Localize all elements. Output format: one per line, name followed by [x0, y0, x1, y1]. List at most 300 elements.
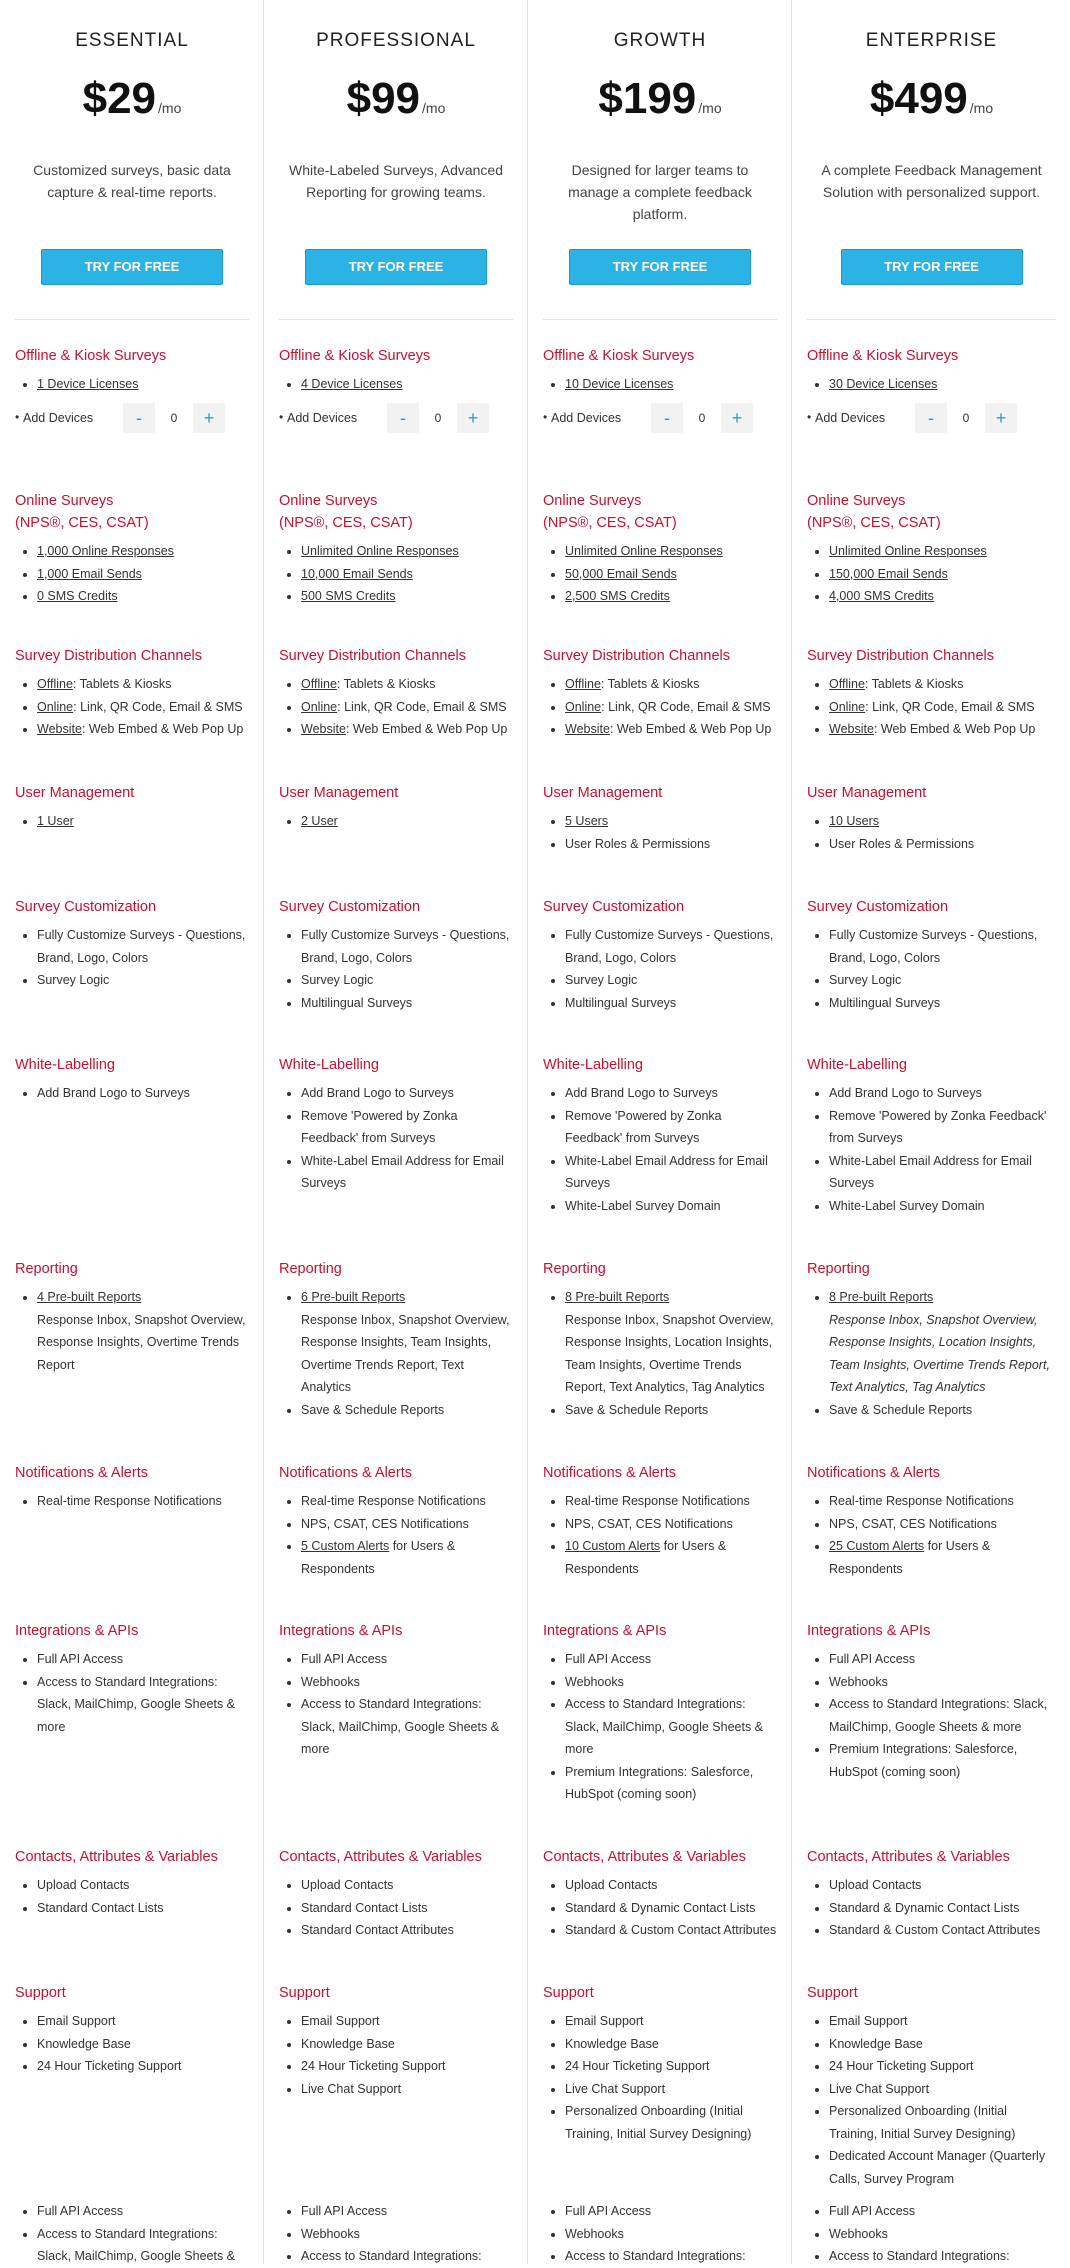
- feature-list: [807, 1648, 1056, 1783]
- feature-text: NPS, CSAT, CES Notifications: [829, 1516, 997, 1531]
- add-devices-stepper: [543, 402, 777, 434]
- online-surveys-title: Online Surveys (NPS®, CES, CSAT): [279, 493, 413, 531]
- feature-list: [15, 1874, 249, 1919]
- feature-text: Webhooks: [565, 2226, 624, 2241]
- device-count[interactable]: 0: [170, 410, 178, 425]
- list-item: [301, 1286, 513, 1399]
- feature-text: NPS, CSAT, CES Notifications: [301, 1516, 469, 1531]
- list-item: [829, 2010, 1056, 2033]
- support-section: [807, 1982, 1056, 2190]
- feature-list: [543, 1490, 777, 1580]
- white-labelling-section: [15, 1054, 249, 1105]
- device-licenses-link[interactable]: 1 Device Licenses: [37, 377, 139, 391]
- list-item: [829, 1399, 1056, 1422]
- channel-link[interactable]: Online: [565, 699, 602, 714]
- list-item: [829, 1286, 1056, 1399]
- device-count[interactable]: 0: [698, 410, 706, 425]
- feature-text: Webhooks: [829, 1674, 888, 1689]
- feature-text: Access to Standard Integrations:: [565, 2249, 746, 2263]
- list-item: [829, 673, 1056, 696]
- distribution-channels-title: Survey Distribution Channels: [15, 648, 202, 664]
- survey-customization-title: Survey Customization: [807, 899, 949, 915]
- list-item: [565, 1399, 777, 1422]
- feature-text: Standard & Custom Contact Attributes: [565, 1923, 777, 1937]
- channel-link[interactable]: Online: [37, 699, 74, 714]
- feature-text: Email Support: [565, 2014, 644, 2028]
- plan-description: A complete Feedback Management Solution with personalized support.: [821, 162, 1042, 200]
- white-labelling-title: White-Labelling: [15, 1057, 115, 1073]
- price-row: [543, 74, 777, 124]
- feature-list: [543, 373, 777, 396]
- feature-text: Knowledge Base: [37, 2036, 131, 2051]
- feature-list: [279, 2200, 513, 2268]
- add-devices-stepper: [807, 402, 1056, 434]
- channel-link[interactable]: Website: [565, 722, 610, 736]
- list-item: [829, 718, 1056, 741]
- feature-list: [279, 673, 513, 741]
- add-devices-label: • Add Devices: [807, 411, 915, 425]
- feature-list: [15, 373, 249, 396]
- feature-text: Remove 'Powered by Zonka Feedback' from Surveys: [829, 1108, 1047, 1145]
- feature-text: Real-time Response Notifications: [37, 1494, 222, 1508]
- decrement-button[interactable]: -: [387, 403, 419, 433]
- feature-detail: for Users & Respondents: [301, 1539, 456, 1576]
- feature-text: Add Brand Logo to Surveys: [301, 1086, 454, 1100]
- support-title: Support: [279, 1985, 330, 2001]
- feature-text[interactable]: 2,500 SMS Credits: [565, 589, 670, 603]
- feature-text: Knowledge Base: [301, 2036, 395, 2051]
- channel-link[interactable]: Offline: [301, 677, 337, 691]
- feature-list: [807, 810, 1056, 855]
- distribution-channels-section: [15, 645, 249, 741]
- feature-text: Full API Access: [565, 2204, 652, 2218]
- feature-text[interactable]: 4,000 SMS Credits: [829, 589, 934, 603]
- feature-text: Email Support: [37, 2014, 116, 2028]
- feature-list: [807, 2200, 1056, 2268]
- list-item: [37, 540, 249, 563]
- try-for-free-button[interactable]: TRY FOR FREE: [569, 249, 751, 285]
- channel-link[interactable]: Online: [829, 699, 866, 714]
- channel-detail: : Tablets & Kiosks: [864, 677, 964, 691]
- feature-text: Real-time Response Notifications: [829, 1494, 1014, 1508]
- list-item: [829, 696, 1056, 719]
- list-item: [829, 1897, 1056, 1920]
- user-management-title: User Management: [15, 785, 135, 801]
- list-item: [565, 2223, 777, 2246]
- list-item: [829, 585, 1056, 608]
- integrations-apis-section: [15, 1620, 249, 1738]
- feature-text: Multilingual Surveys: [829, 995, 941, 1010]
- distribution-channels-section: [279, 645, 513, 741]
- feature-text: Access to Standard Integrations: Slack, MailChimp, Google Sheets & more: [37, 1674, 236, 1734]
- list-item: [37, 924, 249, 969]
- reporting-title: Reporting: [279, 1261, 342, 1277]
- feature-text[interactable]: Unlimited Online Responses: [301, 544, 459, 558]
- list-item: [301, 2245, 513, 2268]
- list-item: [565, 1897, 777, 1920]
- feature-list: [543, 540, 777, 608]
- list-item: [301, 2078, 513, 2101]
- prebuilt-reports-link[interactable]: 8 Pre-built Reports: [829, 1290, 934, 1304]
- extra-section: [15, 2200, 249, 2268]
- list-item: [565, 540, 777, 563]
- feature-text: Personalized Onboarding (Initial Training, Initial Survey Designing): [829, 2104, 1016, 2141]
- list-item: [565, 2010, 777, 2033]
- online-surveys-title: Online Surveys (NPS®, CES, CSAT): [15, 493, 149, 531]
- feature-text: Live Chat Support: [301, 2081, 402, 2096]
- feature-list: [279, 1490, 513, 1580]
- white-labelling-section: [279, 1054, 513, 1195]
- feature-text: 24 Hour Ticketing Support: [37, 2059, 182, 2073]
- feature-list: [807, 673, 1056, 741]
- list-item: [565, 1919, 777, 1942]
- feature-text: Fully Customize Surveys - Questions, Brand, Logo, Colors: [37, 928, 246, 965]
- feature-text[interactable]: 1,000 Online Responses: [37, 544, 174, 558]
- list-item: [37, 718, 249, 741]
- divider: [15, 319, 249, 320]
- feature-text: Full API Access: [829, 2204, 916, 2218]
- feature-text: White-Label Email Address for Email Surveys: [829, 1153, 1032, 1190]
- feature-list: [807, 924, 1056, 1014]
- list-item: [37, 1286, 249, 1376]
- feature-text: Live Chat Support: [565, 2081, 666, 2096]
- feature-text[interactable]: 2 User: [301, 814, 338, 828]
- increment-button[interactable]: +: [457, 403, 489, 433]
- list-item: [301, 696, 513, 719]
- feature-text: Access to Standard Integrations: Slack, MailChimp, Google Sheets & more: [829, 1697, 1048, 1734]
- integrations-apis-section: [279, 1620, 513, 1761]
- try-for-free-button[interactable]: TRY FOR FREE: [41, 249, 223, 285]
- list-item: [301, 673, 513, 696]
- list-item: [37, 1082, 249, 1105]
- plan-column-essential: [0, 0, 264, 2264]
- list-item: [829, 2223, 1056, 2246]
- device-count[interactable]: 0: [434, 410, 442, 425]
- channel-detail: : Tablets & Kiosks: [72, 677, 172, 691]
- list-item: [565, 2200, 777, 2223]
- feature-list: [15, 540, 249, 608]
- device-licenses-link[interactable]: 4 Device Licenses: [301, 377, 403, 391]
- reporting-section: [807, 1258, 1056, 1421]
- list-item: [301, 2033, 513, 2056]
- list-item: [565, 563, 777, 586]
- plan-description: Designed for larger teams to manage a complete feedback platform.: [568, 162, 752, 222]
- feature-text[interactable]: 0 SMS Credits: [37, 589, 118, 603]
- try-for-free-button[interactable]: TRY FOR FREE: [305, 249, 487, 285]
- increment-button[interactable]: +: [193, 403, 225, 433]
- list-item: [565, 833, 777, 856]
- list-item: [565, 1150, 777, 1195]
- list-item: [301, 1535, 513, 1580]
- survey-customization-section: [279, 896, 513, 1014]
- feature-text: Full API Access: [301, 2204, 388, 2218]
- plan-price: $29: [82, 74, 157, 123]
- feature-list: [15, 1648, 249, 1738]
- list-item: [301, 1082, 513, 1105]
- channel-link[interactable]: Website: [37, 722, 82, 736]
- list-item: [565, 2078, 777, 2101]
- list-item: [37, 1874, 249, 1897]
- plan-column-growth: [528, 0, 792, 2264]
- channel-link[interactable]: Online: [301, 699, 338, 714]
- reporting-section: [15, 1258, 249, 1376]
- contacts-attributes-title: Contacts, Attributes & Variables: [279, 1849, 482, 1865]
- list-item: [565, 1513, 777, 1536]
- notifications-alerts-section: [543, 1462, 777, 1580]
- feature-text: 24 Hour Ticketing Support: [301, 2059, 446, 2073]
- device-licenses-link[interactable]: 30 Device Licenses: [829, 377, 938, 391]
- survey-customization-title: Survey Customization: [15, 899, 157, 915]
- decrement-button[interactable]: -: [651, 403, 683, 433]
- support-section: [15, 1982, 249, 2078]
- feature-list: [279, 1286, 513, 1421]
- list-item: [301, 1513, 513, 1536]
- list-item: [37, 673, 249, 696]
- feature-list: [807, 1874, 1056, 1942]
- feature-text: Access to Standard Integrations: Slack, MailChimp, Google Sheets & more: [565, 1697, 764, 1756]
- list-item: [565, 810, 777, 833]
- list-item: [301, 563, 513, 586]
- feature-text: Upload Contacts: [829, 1878, 922, 1892]
- feature-list: [15, 924, 249, 992]
- list-item: [829, 2033, 1056, 2056]
- feature-list: [279, 810, 513, 833]
- distribution-channels-section: [807, 645, 1056, 741]
- feature-list: [15, 810, 249, 833]
- plan-name: PROFESSIONAL: [316, 30, 476, 51]
- online-surveys-section: [15, 490, 249, 608]
- feature-list: [543, 2010, 777, 2145]
- white-labelling-section: [543, 1054, 777, 1217]
- channel-detail: : Web Embed & Web Pop Up: [873, 722, 1036, 736]
- list-item: [301, 1399, 513, 1422]
- list-item: [301, 1648, 513, 1671]
- user-management-section: [15, 782, 249, 833]
- feature-text[interactable]: 50,000 Email Sends: [565, 566, 677, 581]
- plan-price: $499: [869, 74, 968, 123]
- list-item: [37, 2223, 249, 2268]
- feature-text: Remove 'Powered by Zonka Feedback' from Surveys: [565, 1108, 722, 1145]
- feature-text: Webhooks: [301, 1674, 360, 1689]
- list-item: [565, 1693, 777, 1761]
- channel-detail: : Link, QR Code, Email & SMS: [337, 699, 507, 714]
- list-item: [37, 2033, 249, 2056]
- survey-customization-title: Survey Customization: [543, 899, 685, 915]
- plan-description: Customized surveys, basic data capture & real-time reports.: [33, 162, 231, 200]
- feature-text: Access to Standard Integrations:: [829, 2249, 1010, 2263]
- feature-list: [279, 1648, 513, 1761]
- plan-name: ESSENTIAL: [75, 30, 189, 51]
- integrations-apis-title: Integrations & APIs: [543, 1623, 667, 1639]
- survey-customization-title: Survey Customization: [279, 899, 421, 915]
- try-for-free-button[interactable]: TRY FOR FREE: [841, 249, 1023, 285]
- list-item: [301, 992, 513, 1015]
- feature-detail: for Users & Respondents: [565, 1539, 727, 1576]
- feature-text[interactable]: Unlimited Online Responses: [829, 544, 987, 558]
- feature-text: Real-time Response Notifications: [565, 1494, 750, 1508]
- feature-text: Survey Logic: [829, 973, 902, 987]
- support-title: Support: [15, 1985, 66, 2001]
- channel-detail: : Web Embed & Web Pop Up: [81, 722, 244, 736]
- price-period: /mo: [422, 100, 446, 116]
- increment-button[interactable]: +: [985, 403, 1017, 433]
- feature-text: Upload Contacts: [37, 1878, 130, 1892]
- integrations-apis-title: Integrations & APIs: [279, 1623, 403, 1639]
- list-item: [37, 2010, 249, 2033]
- list-item: [301, 2223, 513, 2246]
- feature-text: Standard Contact Attributes: [301, 1923, 454, 1937]
- feature-text[interactable]: 500 SMS Credits: [301, 589, 396, 603]
- list-item: [565, 585, 777, 608]
- list-item: [37, 696, 249, 719]
- list-item: [301, 924, 513, 969]
- notifications-alerts-title: Notifications & Alerts: [543, 1465, 676, 1481]
- device-licenses-link[interactable]: 10 Device Licenses: [565, 377, 674, 391]
- list-item: [829, 2055, 1056, 2078]
- channel-link[interactable]: Offline: [829, 677, 865, 691]
- notifications-alerts-title: Notifications & Alerts: [807, 1465, 940, 1481]
- prebuilt-reports-link[interactable]: 6 Pre-built Reports: [301, 1290, 406, 1304]
- feature-text: Standard & Dynamic Contact Lists: [565, 1900, 756, 1915]
- feature-text: Add Brand Logo to Surveys: [829, 1086, 982, 1100]
- distribution-channels-title: Survey Distribution Channels: [279, 648, 466, 664]
- feature-list: [15, 1490, 249, 1513]
- distribution-channels-title: Survey Distribution Channels: [807, 648, 994, 664]
- contacts-attributes-section: [543, 1846, 777, 1942]
- feature-text: Standard Contact Lists: [37, 1900, 164, 1915]
- feature-text[interactable]: 10,000 Email Sends: [301, 566, 413, 581]
- list-item: [829, 810, 1056, 833]
- channel-link[interactable]: Offline: [565, 677, 601, 691]
- list-item: [301, 1919, 513, 1942]
- feature-list: [543, 1648, 777, 1806]
- feature-text: Real-time Response Notifications: [301, 1494, 486, 1508]
- feature-text[interactable]: 150,000 Email Sends: [829, 566, 948, 581]
- price-row: [279, 74, 513, 124]
- feature-text: Personalized Onboarding (Initial Training, Initial Survey Designing): [565, 2104, 752, 2141]
- list-item: [37, 585, 249, 608]
- add-devices-stepper: [15, 402, 249, 434]
- reports-detail: Response Inbox, Snapshot Overview, Response Insights, Overtime Trends Report: [37, 1312, 246, 1372]
- feature-text: User Roles & Permissions: [829, 836, 975, 851]
- feature-list: [279, 1082, 513, 1195]
- feature-text: Webhooks: [829, 2226, 888, 2241]
- list-item: [829, 2245, 1056, 2268]
- offline-kiosk-section: [807, 345, 1056, 434]
- extra-section: [279, 2200, 513, 2268]
- reporting-title: Reporting: [807, 1261, 870, 1277]
- custom-alerts-link[interactable]: 25 Custom Alerts: [829, 1539, 925, 1553]
- feature-list: [279, 2010, 513, 2100]
- feature-text: Premium Integrations: Salesforce, HubSpot (coming soon): [565, 1764, 754, 1801]
- decrement-button[interactable]: -: [123, 403, 155, 433]
- feature-list: [543, 673, 777, 741]
- feature-text: Multilingual Surveys: [565, 995, 677, 1010]
- channel-link[interactable]: Offline: [37, 677, 73, 691]
- feature-text[interactable]: 1,000 Email Sends: [37, 566, 142, 581]
- list-item: [37, 810, 249, 833]
- list-item: [301, 1490, 513, 1513]
- feature-text: Add Brand Logo to Surveys: [37, 1086, 190, 1100]
- extra-section: [543, 2200, 777, 2268]
- list-item: [829, 833, 1056, 856]
- white-labelling-title: White-Labelling: [807, 1057, 907, 1073]
- feature-text: White-Label Survey Domain: [829, 1198, 985, 1213]
- prebuilt-reports-link[interactable]: 4 Pre-built Reports: [37, 1290, 142, 1304]
- list-item: [565, 1082, 777, 1105]
- feature-text: Knowledge Base: [829, 2036, 923, 2051]
- contacts-attributes-section: [15, 1846, 249, 1919]
- add-devices-stepper: [279, 402, 513, 434]
- feature-text[interactable]: 1 User: [37, 814, 74, 828]
- feature-list: [279, 373, 513, 396]
- feature-text: Survey Logic: [565, 973, 638, 987]
- feature-text: Full API Access: [301, 1652, 388, 1666]
- list-item: [829, 563, 1056, 586]
- feature-list: [807, 2010, 1056, 2190]
- white-labelling-section: [807, 1054, 1056, 1217]
- plan-column-professional: [264, 0, 528, 2264]
- channel-link[interactable]: Website: [829, 722, 874, 736]
- custom-alerts-link[interactable]: 10 Custom Alerts: [565, 1539, 661, 1553]
- feature-text: User Roles & Permissions: [565, 836, 711, 851]
- prebuilt-reports-link[interactable]: 8 Pre-built Reports: [565, 1290, 670, 1304]
- notifications-alerts-section: [279, 1462, 513, 1580]
- list-item: [829, 1082, 1056, 1105]
- list-item: [829, 1195, 1056, 1218]
- feature-text[interactable]: 5 Users: [565, 814, 609, 828]
- increment-button[interactable]: +: [721, 403, 753, 433]
- feature-text: 24 Hour Ticketing Support: [565, 2059, 710, 2073]
- feature-text[interactable]: 10 Users: [829, 814, 880, 828]
- user-management-section: [807, 782, 1056, 855]
- reporting-section: [543, 1258, 777, 1421]
- list-item: [37, 1490, 249, 1513]
- feature-list: [807, 373, 1056, 396]
- list-item: [565, 718, 777, 741]
- decrement-button[interactable]: -: [915, 403, 947, 433]
- user-management-title: User Management: [279, 785, 399, 801]
- device-count[interactable]: 0: [962, 410, 970, 425]
- feature-text: NPS, CSAT, CES Notifications: [565, 1516, 733, 1531]
- online-surveys-section: [543, 490, 777, 608]
- list-item: [565, 2100, 777, 2145]
- offline-kiosk-title: Offline & Kiosk Surveys: [543, 348, 695, 364]
- feature-text: Knowledge Base: [565, 2036, 659, 2051]
- list-item: [565, 1671, 777, 1694]
- feature-list: [15, 2010, 249, 2078]
- feature-text: White-Label Survey Domain: [565, 1198, 721, 1213]
- price-row: [15, 74, 249, 124]
- list-item: [565, 1490, 777, 1513]
- price-period: /mo: [158, 100, 182, 116]
- channel-link[interactable]: Website: [301, 722, 346, 736]
- custom-alerts-link[interactable]: 5 Custom Alerts: [301, 1539, 390, 1553]
- survey-customization-section: [807, 896, 1056, 1014]
- feature-text[interactable]: Unlimited Online Responses: [565, 544, 723, 558]
- online-surveys-title: Online Surveys (NPS®, CES, CSAT): [807, 493, 941, 531]
- feature-text: Survey Logic: [301, 973, 374, 987]
- divider: [279, 319, 513, 320]
- price-period: /mo: [698, 100, 722, 116]
- feature-text: Full API Access: [37, 1652, 124, 1666]
- list-item: [829, 2145, 1056, 2190]
- list-item: [565, 1761, 777, 1806]
- list-item: [829, 1490, 1056, 1513]
- feature-text: White-Label Email Address for Email Surveys: [565, 1153, 768, 1190]
- feature-list: [543, 1286, 777, 1421]
- feature-text: 24 Hour Ticketing Support: [829, 2059, 974, 2073]
